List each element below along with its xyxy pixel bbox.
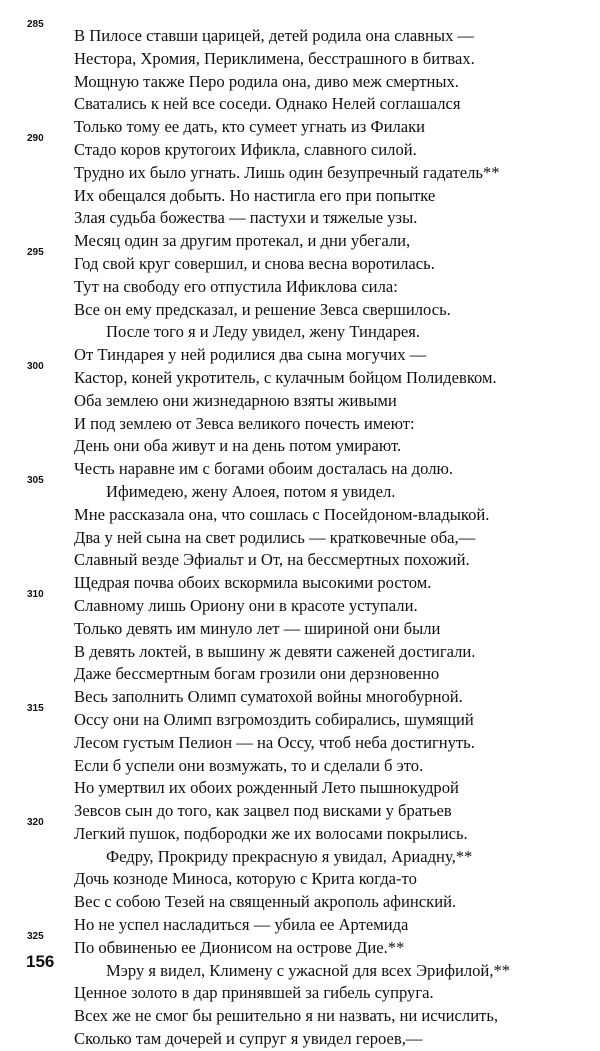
line-number: 290 <box>27 132 44 144</box>
verse-text: Но умертвил их обоих рожденный Лето пышнокудрой <box>74 778 459 798</box>
verse-line <box>74 276 584 299</box>
verse-line <box>74 185 584 208</box>
verse-text: Тут на свободу его отпустила Ификлова сила: <box>74 276 398 296</box>
verse-line <box>74 914 584 937</box>
line-number: 295 <box>27 246 44 258</box>
verse-text: Вес с собою Тезей на священный акрополь афинский. <box>74 892 457 912</box>
verse-text: Два у ней сына на свет родились — кратковечные оба,— <box>74 527 476 547</box>
verse-text: Их обещался добыть. Но настигла его при попытке <box>74 185 436 205</box>
verse-line <box>74 93 584 116</box>
verse-line <box>74 572 584 595</box>
verse-text: Год свой круг совершил, и снова весна воротилась. <box>74 253 435 273</box>
verse-line <box>74 846 584 869</box>
verse-line <box>74 504 584 527</box>
verse-text: Мэру я видел, Климену с ужасной для всех Эрифилой,** <box>106 960 511 980</box>
verse-line <box>74 982 584 1005</box>
verse-line <box>74 116 584 139</box>
verse-line <box>74 527 584 550</box>
verse-text: Дочь козноде Миноса, которую с Крита когда-то <box>74 869 417 889</box>
verse-line <box>74 1028 584 1051</box>
verse-text: Если б успели они возмужать, то и сделали б это. <box>74 755 424 775</box>
verse-line <box>74 48 584 71</box>
verse-text: Легкий пушок, подбородки же их волосами покрылись. <box>74 823 468 843</box>
verse-line <box>74 344 584 367</box>
verse-line <box>74 230 584 253</box>
verse-text: Стадо коров крутогоих Ификла, славного силой. <box>74 139 417 159</box>
verse-text: Ценное золото в дар принявшей за гибель супруга. <box>74 983 434 1003</box>
verse-text: В Пилосе ставши царицей, детей родила она славных — <box>74 26 475 45</box>
line-number: 325 <box>27 930 44 942</box>
verse-text: Только тому ее дать, кто сумеет угнать из Филаки <box>74 117 426 137</box>
verse-text: Оба землею они жизнедарною взяты живыми <box>74 390 397 410</box>
line-number: 285 <box>27 19 44 30</box>
line-number: 310 <box>27 588 44 600</box>
verse-text: Нестора, Хромия, Периклимена, бесстрашного в битвах. <box>74 48 475 68</box>
verse-line <box>74 960 584 983</box>
verse-text: Весь заполнить Олимп суматохой войны многобурной. <box>74 687 463 707</box>
verse-text: День они оба живут и на день потом умирают. <box>74 436 402 456</box>
verse-line <box>27 132 584 162</box>
line-number: 305 <box>27 474 44 486</box>
verse-text: Славному лишь Ориону они в красоте уступали. <box>74 595 418 615</box>
verse-line <box>27 816 584 846</box>
verse-text: Злая судьба божества — пастухи и тяжелые узы. <box>74 208 418 228</box>
verse-text: Кастор, коней укротитель, с кулачным бойцом Полидевком. <box>74 367 497 387</box>
verse-line <box>74 413 584 436</box>
line-number: 320 <box>27 816 44 828</box>
page-number: 156 <box>26 952 55 971</box>
verse-line <box>74 162 584 185</box>
verse-text: Месяц один за другим протекал, и дни убегали, <box>74 231 411 251</box>
verse-text: Сватались к ней все соседи. Однако Нелей соглашался <box>74 94 461 114</box>
verse-line <box>27 930 584 960</box>
verse-text: Трудно их было угнать. Лишь один безупречный гадатель** <box>74 162 500 182</box>
verse-line <box>74 207 584 230</box>
line-number: 315 <box>27 702 44 714</box>
verse-text: Щедрая почва обоих вскормила высокими ростом. <box>74 573 432 593</box>
verse-line <box>74 663 584 686</box>
verse-line <box>27 474 584 504</box>
verse-text: Оссу они на Олимп взгромоздить собирались, шумящий <box>74 709 474 729</box>
verse-text: Но не успел насладиться — убила ее Артемида <box>74 915 409 935</box>
verse-line <box>74 891 584 914</box>
verse-text: По обвиненью ее Дионисом на острове Дие.** <box>74 937 405 957</box>
verse-line <box>74 641 584 664</box>
verse-text: Только девять им минуло лет — шириной они были <box>74 618 441 638</box>
verse-line <box>27 246 584 276</box>
verse-line <box>74 686 584 709</box>
verse-line <box>27 702 584 732</box>
verse-text: Честь наравне им с богами обоим досталась на долю. <box>74 459 454 479</box>
verse-text: Федру, Прокриду прекрасную я увидал, Ариадну,** <box>106 846 473 866</box>
verse-line <box>74 777 584 800</box>
verse-line <box>74 299 584 322</box>
verse-line <box>74 390 584 413</box>
verse-line <box>74 732 584 755</box>
verse-text: Все он ему предсказал, и решение Зевса свершилось. <box>74 299 451 319</box>
verse-text: Мне рассказала она, что сошлась с Посейдоном-владыкой. <box>74 504 490 524</box>
verse-line <box>74 755 584 778</box>
verse-line <box>74 1005 584 1028</box>
verse-text: Ифимедею, жену Алоея, потом я увидел. <box>106 481 396 501</box>
verse-line <box>27 588 584 618</box>
verse-text: Мощную также Перо родила она, диво меж смертных. <box>74 71 459 91</box>
verse-text: Всех же не смог бы решительно я ни назвать, ни исчислить, <box>74 1006 499 1026</box>
verse-text: Зевсов сын до того, как зацвел под висками у братьев <box>74 801 452 821</box>
verse-line <box>74 868 584 891</box>
verse-text: От Тиндарея у ней родилися два сына могучих — <box>74 345 427 365</box>
verse-line <box>74 618 584 641</box>
verse-line <box>27 19 584 48</box>
verse-text: Даже бессмертным богам грозили они дерзновенно <box>74 664 440 684</box>
verse-text: И под землею от Зевса великого почесть имеют: <box>74 413 415 433</box>
verse-line <box>74 458 584 481</box>
verse-line <box>74 71 584 94</box>
verse-text: После того я и Леду увидел, жену Тиндарея. <box>106 322 421 342</box>
verse-line <box>74 435 584 458</box>
verse-text: Славный везде Эфиальт и От, на бессмертных похожий. <box>74 550 470 570</box>
line-number: 300 <box>27 360 44 372</box>
verse-line <box>74 549 584 572</box>
verse-text: Лесом густым Пелион — на Оссу, чтоб неба достигнуть. <box>74 732 475 752</box>
verse-line <box>74 800 584 823</box>
verse-text: В девять локтей, в вышину ж девяти саженей достигали. <box>74 641 476 661</box>
verse-line <box>27 360 584 390</box>
verse-text: Сколько там дочерей и супруг я увидел героев,— <box>74 1029 423 1049</box>
verse-line <box>74 321 584 344</box>
